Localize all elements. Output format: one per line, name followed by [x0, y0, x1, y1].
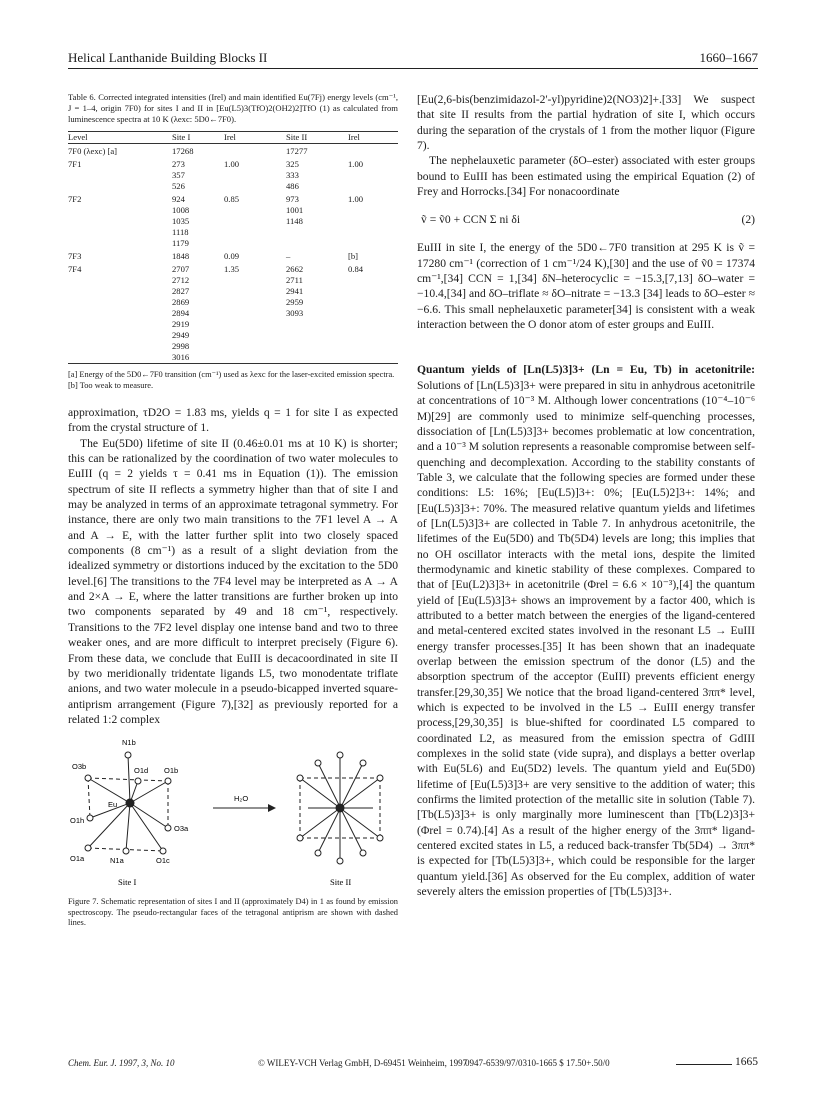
footer-issn: 0947-6539/97/0310-1665 $ 17.50+.50/0: [465, 1058, 610, 1068]
paragraph: approximation, τD2O = 1.83 ms, yields q = 1 for site I as expected from the crystal structure of 1.: [68, 406, 398, 435]
table-cell: 1.00: [348, 159, 364, 169]
table-bottom-rule: [68, 363, 398, 364]
table6-caption: Table 6. Corrected integrated intensities (Irel) and main identified Eu(7Fj) energy levels (cm⁻¹, J = 1–4, origin 7F0) for sites I and II in [Eu(L5)3(TfO)2(OH2)2]TfO (1) as calculated from luminescence spectra at 10 K (λexc: 5D0←7F0).: [68, 92, 398, 124]
paragraph: EuIII in site I, the energy of the 5D0←7F0 transition at 295 K is ṽ = 17280 cm⁻¹ (correction of 1 cm⁻¹/24 K),[30] and the use of ṽ0 = 17374 cm⁻¹,[34] CCN = 1,[34] δN–heterocyclic = −15.3,[7,13] δO–water = −10.4,[34] and δO–triflate ≈ δO–nitrate = −13.3 [34] leads to δO–ester ≈ −6.6. This small nephelauxetic parameter[34] is consistent with a weak interaction between the O donor atom of ester groups and EuIII.: [417, 241, 755, 332]
paragraph-text: Solutions of [Ln(L5)3]3+ were prepared in situ in anhydrous acetonitrile at concentrations of 10⁻³ M. Although lower concentrations (10⁻⁴–10⁻⁶ M)[29] are commonly used to minimize self-quenching processes, dissociation of [Ln(L5)3]3+ becomes problematic at low concentration, and a 10⁻³ M solution represents a reasonable compromise between self-quenching and decomplexation. According to the stability constants of Table 3, we calculate that the following species are formed under these conditions: L5: 16%; [Eu(L5)]3+: 0%; [Eu(L5)2]3+: 14%; and [Eu(L5)3]3+: 70%. The measured relative quantum yields and lifetimes of [Ln(L5)3]3+ are collected in Table 7. In anhydrous acetonitrile, the lifetimes of the Eu(5D0) and Tb(5D4) levels are long; this implies that no OH oscillator interacts with the metal ions, despite the limited thermodynamic and kinetic stability of these complexes. Compared to that of [Eu(L2)3]3+ in acetonitrile (Φrel = 6.6 × 10⁻³),[4] the quantum yield of [Eu(L5)3]3+ shows an improvement by a factor 400, which is attributed to a better match between the energies of the ligand-centered and metal-centered excited states involved in the resonant L5 → EuIII energy transfer processes.[35] It has been shown that an inadequate overlap between the emission spectrum of the donor (L5) and the absorption spectrum of the acceptor (EuIII) prevents efficient energy transfer.[29,30,35] We notice that the broad ligand-centered 3ππ* level, which is expected to be involved in the L5 → EuIII energy transfer process,[29,30,35] is blue-shifted for coordinated L5 compared to coordinated L2, as measured from the emission spectra of GdIII complexes in the solid state (vide supra), and displays a better overlap with Eu(5L6) and Eu(5D2) levels. The quantum yield and Eu(5D0) lifetime of [Eu(L5)3]3+ are very sensitive to the addition of water; this confirms the limited protection of the metallic site in solution (Table 7). [Tb(L5)3]3+ is only marginally more luminescent than [Tb(L2)3]3+ (Φrel = 0.74).[4] As a result of the higher energy of the 3ππ* ligand-centered excited states in L5, a reduced back-transfer Tb(5D4) → 3ππ* is expected for [Tb(L5)3]3+, which could be responsible for the larger quantum yield.[36] As observed for the Eu complex, addition of water severely alters the emission properties of [Tb(L5)3]3+.: [417, 378, 755, 899]
atom-label: N1b: [122, 738, 136, 748]
right-column: [417, 92, 755, 900]
th-site2: Site II: [286, 132, 308, 142]
table-cell: 973 1001 1148: [286, 194, 304, 226]
header-pages: 1660–1667: [699, 50, 758, 65]
header-rule: [68, 68, 758, 69]
table-cell: 2662 2711 2941 2959 3093: [286, 264, 304, 318]
table-row: [68, 157, 398, 192]
atom-label: N1a: [110, 856, 124, 866]
atom-label: O1c: [156, 856, 170, 866]
table-cell: –: [286, 251, 291, 261]
table6: [68, 132, 398, 143]
figure7: [68, 733, 398, 893]
paragraph: [Eu(2,6-bis(benzimidazol-2'-yl)pyridine)2(NO3)2]+.[33] We suspect that site II results from the partial hydration of site I, which occurs during the separation of the crystals of 1 from the mother liquor (Figure 7).: [417, 93, 755, 153]
table-cell: 1.00: [224, 159, 240, 169]
atom-label: O1a: [70, 854, 85, 864]
footer-journal: Chem. Eur. J. 1997, 3, No. 10: [68, 1058, 175, 1068]
atom-label: O3b: [72, 762, 87, 772]
paragraph: The Eu(5D0) lifetime of site II (0.46±0.01 ms at 10 K) is shorter; this can be rationalized by the coordination of two water molecules to EuIII (q = 2 yields τ = 0.41 ms in Equation (1)). The emission spectrum of site II reflects a symmetry higher than that of site I and may be analyzed in terms of an approximate tetragonal symmetry. For instance, there are only two main transitions to the 7F1 level A → A and A → E, with the latter further split into two closely spaced components (8 cm⁻¹) as a result of a slight deviation from the idealized symmetry or distortions induced by the excitation to the 5D0 level.[6] The transitions to the 7F4 level may be interpreted as A → A and 2×A → E, where the latter transitions are further broken up into two components separated by 49 and 18 cm⁻¹, respectively. Transitions to the 7F2 level display one intense band and two to three weaker ones, and are more difficult to interpret precisely (Figure 6). From these data, we conclude that EuIII is decacoordinated in site II by two meridionally tridentate ligands L5, two monodentate triflate anions, and two water molecule in a pseudo-bicapped inverted square-antiprism arrangement (Figure 7),[32] as previously reported for a related 1:2 complex: [68, 436, 398, 726]
table-cell: [224, 144, 286, 157]
equation-body: ṽ = ṽ0 + CCN Σ ni δi: [421, 213, 521, 227]
table6-footnote: [a] Energy of the 5D0←7F0 transition (cm⁻¹) used as λexc for the laser-excited emission spectra. [b] Too weak to measure.: [68, 370, 395, 390]
table-cell: 2707 2712 2827 2869 2894 2919 2949 2998 3016: [172, 264, 190, 362]
header-title: Helical Lanthanide Building Blocks II: [68, 50, 268, 65]
equation-2: [421, 213, 755, 226]
table-cell: 0.85: [224, 194, 240, 204]
figure7-diagram: [68, 733, 398, 893]
table-cell: 924 1008 1035 1118 1179: [172, 194, 190, 248]
table-cell: 17268: [172, 146, 194, 156]
table-cell: [348, 144, 398, 157]
table-row: [68, 192, 398, 249]
table-cell: 7F1: [68, 159, 82, 169]
th-irel2: Irel: [348, 132, 360, 142]
atom-label: O3a: [174, 824, 189, 834]
table-cell: 0.09: [224, 251, 240, 261]
atom-label: O1d: [134, 766, 149, 776]
figure7-caption: Figure 7. Schematic representation of sites I and II (approximately D4) in 1 as found by emission spectroscopy. The pseudo-rectangular faces of the tetragonal antiprism are shown with dashed lines.: [68, 897, 398, 928]
section-paragraph: [417, 362, 755, 899]
atom-label: O1b: [164, 766, 179, 776]
atom-label: O1h: [70, 816, 85, 826]
table-cell: [b]: [348, 251, 359, 261]
site2-label: Site II: [330, 877, 352, 888]
table-cell: 7F4: [68, 264, 82, 274]
table-cell: 17277: [286, 146, 308, 156]
table-cell: 1.35: [224, 264, 240, 274]
site1-label: Site I: [118, 877, 137, 888]
table-row: [68, 262, 398, 363]
table-cell: 7F0 (λexc) [a]: [68, 146, 118, 156]
table-cell: 325 333 486: [286, 159, 299, 191]
left-column: [68, 92, 398, 937]
table-cell: 1848: [172, 251, 190, 261]
footer-rule: [676, 1064, 732, 1065]
th-site1: Site I: [172, 132, 191, 142]
table-cell: 1.00: [348, 194, 364, 204]
paragraph: The nephelauxetic parameter (δO–ester) associated with ester groups bound to EuIII has been estimated using the empirical Equation (2) of Frey and Horrocks.[34] For nonacoordinate: [417, 154, 755, 199]
atom-label: Eu: [108, 800, 118, 810]
table-header-row: [68, 132, 398, 143]
footer-publisher: © WILEY-VCH Verlag GmbH, D-69451 Weinheim, 1997: [258, 1058, 468, 1068]
equation-number: (2): [741, 213, 755, 227]
th-level: Level: [68, 132, 88, 142]
table-row: [68, 249, 398, 262]
table6-body: [68, 144, 398, 363]
table-row: [68, 144, 398, 157]
table-cell: 273 357 526: [172, 159, 185, 191]
th-irel1: Irel: [224, 132, 236, 142]
section-heading: Quantum yields of [Ln(L5)3]3+ (Ln = Eu, Tb) in acetonitrile:: [417, 363, 755, 377]
arrow-label: H₂O: [234, 794, 249, 804]
table-cell: 0.84: [348, 264, 364, 274]
page-number: 1665: [735, 1056, 758, 1068]
table-cell: 7F2: [68, 194, 82, 204]
table-cell: 7F3: [68, 251, 82, 261]
